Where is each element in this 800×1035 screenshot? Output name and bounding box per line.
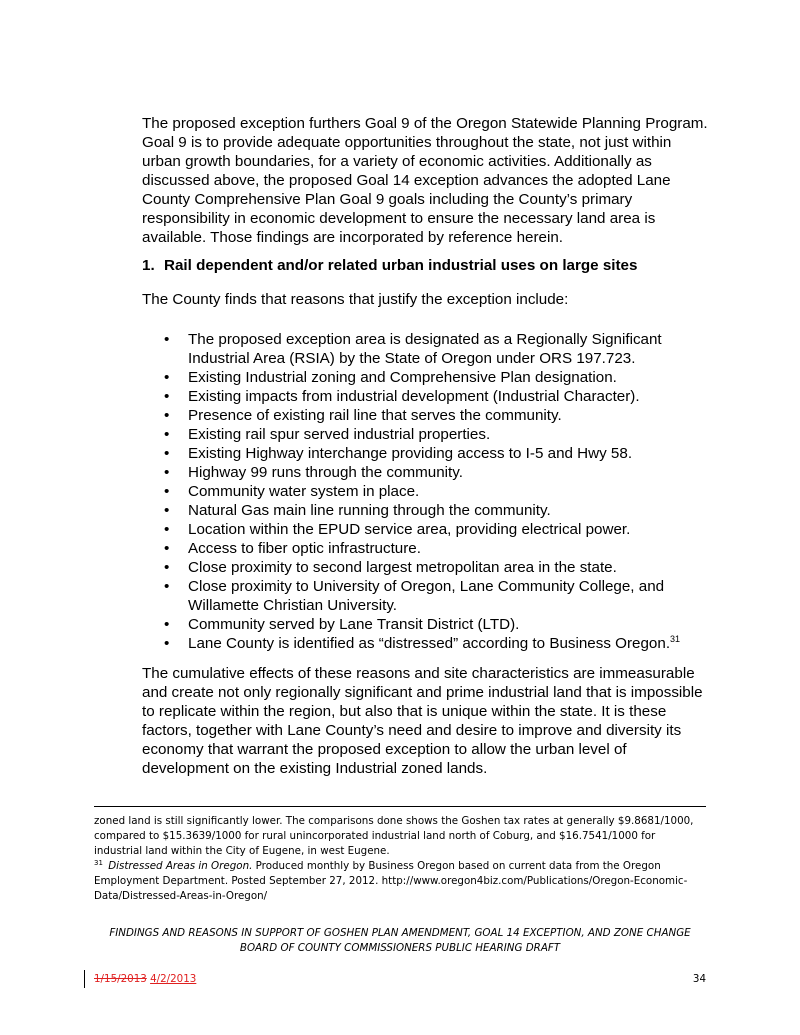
- bullet-icon: •: [164, 445, 170, 462]
- list-item: • Close proximity to University of Oregon, Lane Community College, and Willamette Christian University.: [164, 578, 665, 614]
- footnotes: [94, 814, 706, 904]
- bullet-icon: •: [164, 502, 170, 519]
- footer-title: FINDINGS AND REASONS IN SUPPORT OF GOSHEN PLAN AMENDMENT, GOAL 14 EXCEPTION, AND ZONE CHANGE: [109, 927, 691, 939]
- reasons-list: [142, 330, 712, 653]
- list-item: • Existing Industrial zoning and Comprehensive Plan designation.: [164, 369, 617, 386]
- bullet-icon: •: [164, 407, 170, 424]
- list-item: • Existing rail spur served industrial properties.: [164, 426, 491, 443]
- old-date: 1/15/2013: [94, 973, 147, 985]
- list-item: • Access to fiber optic infrastructure.: [164, 540, 421, 557]
- footnote-31: [94, 859, 706, 904]
- list-item: • Highway 99 runs through the community.: [164, 464, 463, 481]
- list-item: • Community water system in place.: [164, 483, 420, 500]
- bullet-icon: •: [164, 616, 170, 633]
- list-item: • Existing impacts from industrial development (Industrial Character).: [164, 388, 640, 405]
- footnote-text: Produced monthly by Business Oregon based on current data from the Oregon Employment Department. Posted September 27, 2012. http://www.oregon4biz.com/Publications/Oregon-Economic-Data/Distressed-Areas-in-Oregon/: [94, 860, 688, 902]
- bullet-icon: •: [164, 483, 170, 500]
- section-heading: [142, 256, 712, 275]
- list-item: • Community served by Lane Transit District (LTD).: [164, 616, 520, 633]
- footer-subtitle: BOARD OF COUNTY COMMISSIONERS PUBLIC HEARING DRAFT: [239, 942, 561, 954]
- footnote-reference[interactable]: 31: [670, 633, 681, 644]
- bullet-icon: •: [164, 426, 170, 443]
- footnote-continued: zoned land is still significantly lower. The comparisons done shows the Goshen tax rates at generally $9.8681/1000, compared to $15.3639/1000 for rural unincorporated industrial land north of Coburg, and $16.7541/1000 for industrial land within the City of Eugene, in west Eugene.: [94, 815, 694, 857]
- list-item: • Natural Gas main line running through the community.: [164, 502, 551, 519]
- bullet-icon: •: [164, 559, 170, 576]
- list-item: • Location within the EPUD service area, providing electrical power.: [164, 521, 631, 538]
- new-date: 4/2/2013: [150, 973, 197, 985]
- bullet-icon: •: [164, 578, 170, 595]
- bullet-icon: •: [164, 369, 170, 386]
- paragraph-goal-9: The proposed exception furthers Goal 9 of the Oregon Statewide Planning Program. Goal 9 is to provide adequate opportunities throughout the state, not just within urban growth boundaries, for a variety of economic activities. Additionally as discussed above, the proposed Goal 14 exception advances the adopted Lane County Comprehensive Plan Goal 9 goals including the County’s primary responsibility in economic development to ensure the necessary land area is available. Those findings are incorporated by reference herein.: [142, 115, 708, 246]
- list-item: • Close proximity to second largest metropolitan area in the state.: [164, 559, 617, 576]
- footnote-divider: [94, 806, 706, 807]
- bullet-icon: •: [164, 388, 170, 405]
- change-bar: [84, 970, 85, 988]
- heading-number: 1.: [142, 257, 155, 274]
- heading-text: Rail dependent and/or related urban industrial uses on large sites: [164, 257, 638, 274]
- bullet-icon: •: [164, 521, 170, 538]
- bullet-icon: •: [164, 540, 170, 557]
- list-item: • Existing Highway interchange providing access to I-5 and Hwy 58.: [164, 445, 633, 462]
- bullet-icon: •: [164, 464, 170, 481]
- revision-dates: [94, 973, 196, 985]
- reasons-intro: The County finds that reasons that justify the exception include:: [142, 291, 569, 308]
- footnote-number: 31: [94, 858, 103, 867]
- list-item: • The proposed exception area is designated as a Regionally Significant Industrial Area (RSIA) by the State of Oregon under ORS 197.723.: [164, 331, 662, 367]
- bullet-icon: •: [164, 635, 170, 652]
- page-number: 34: [692, 973, 706, 985]
- footnote-title: Distressed Areas in Oregon.: [108, 860, 253, 872]
- list-item: • Lane County is identified as “distressed” according to Business Oregon.$^{31}$: [164, 633, 681, 652]
- list-item: • Presence of existing rail line that serves the community.: [164, 407, 562, 424]
- paragraph-cumulative-effects: The cumulative effects of these reasons and site characteristics are immeasurable and create not only regionally significant and prime industrial land that is impossible to replicate within the region, but also that is unique within the state. It is these factors, together with Lane County’s need and desire to improve and diversity its economy that warrant the proposed exception to allow the urban level of development on the existing Industrial zoned lands.: [142, 665, 703, 777]
- bullet-icon: •: [164, 331, 170, 348]
